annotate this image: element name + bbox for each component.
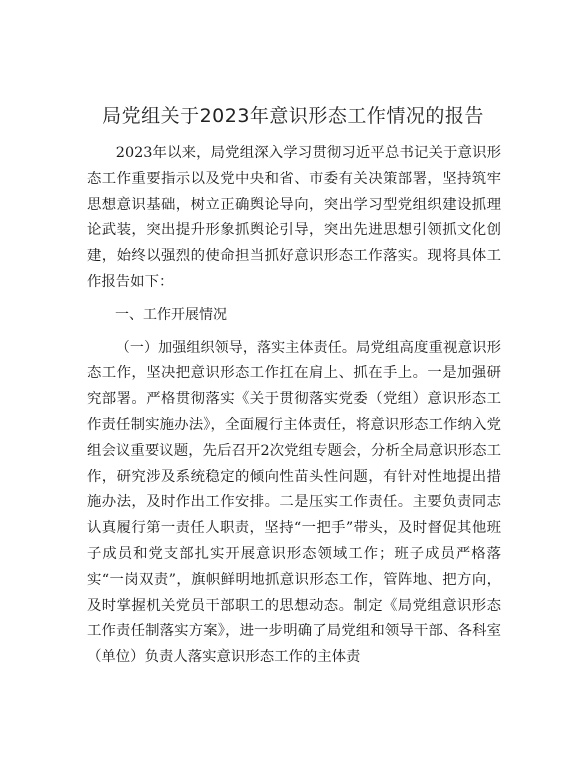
- document-title: 局党组关于2023年意识形态工作情况的报告: [102, 105, 484, 127]
- subsection-paragraph: [87, 336, 501, 671]
- section-heading: 一、工作开展情况: [115, 306, 227, 323]
- subsection-body: 局党组高度重视意识形态工作，坚决把意识形态工作扛在肩上、抓在手上。一是加强研究部署。严格贯彻落实《关于贯彻落实党委（党组）意识形态工作责任制实施办法》，全面履行主体责任，将意识形态工作纳入党组会议重要议题，先后召开2次党组专题会，分析全局意识形态工作，研究涉及系统稳定的倾向性苗头性问题，有针对性地提出措施办法，及时作出工作安排。二是压实工作责任。主要负责同志认真履行第一责任人职责，坚持“一把手”带头，及时督促其他班子成员和党支部扎实开展意识形态领域工作；班子成员严格落实“一岗双责”，旗帜鲜明地抓意识形态工作，管阵地、把方向，及时掌握机关党员干部职工的思想动态。制定《局党组意识形态工作责任制落实方案》，进一步明确了局党组和领导干部、各科室（单位）负责人落实意识形态工作的主体责: [87, 339, 501, 666]
- document-body: [87, 141, 501, 671]
- subsection-lead: （一）加强组织领导，落实主体责任。: [115, 339, 356, 356]
- intro-paragraph: 2023年以来，局党组深入学习贯彻习近平总书记关于意识形态工作重要指示以及党中央和省、市委有关决策部署，坚持筑牢思想意识基础，树立正确舆论导向，突出学习型党组织建设抓理论武装，突出提升形象抓舆论引导，突出先进思想引领抓文化创建，始终以强烈的使命担当抓好意识形态工作落实。现将具体工作报告如下：: [87, 145, 501, 290]
